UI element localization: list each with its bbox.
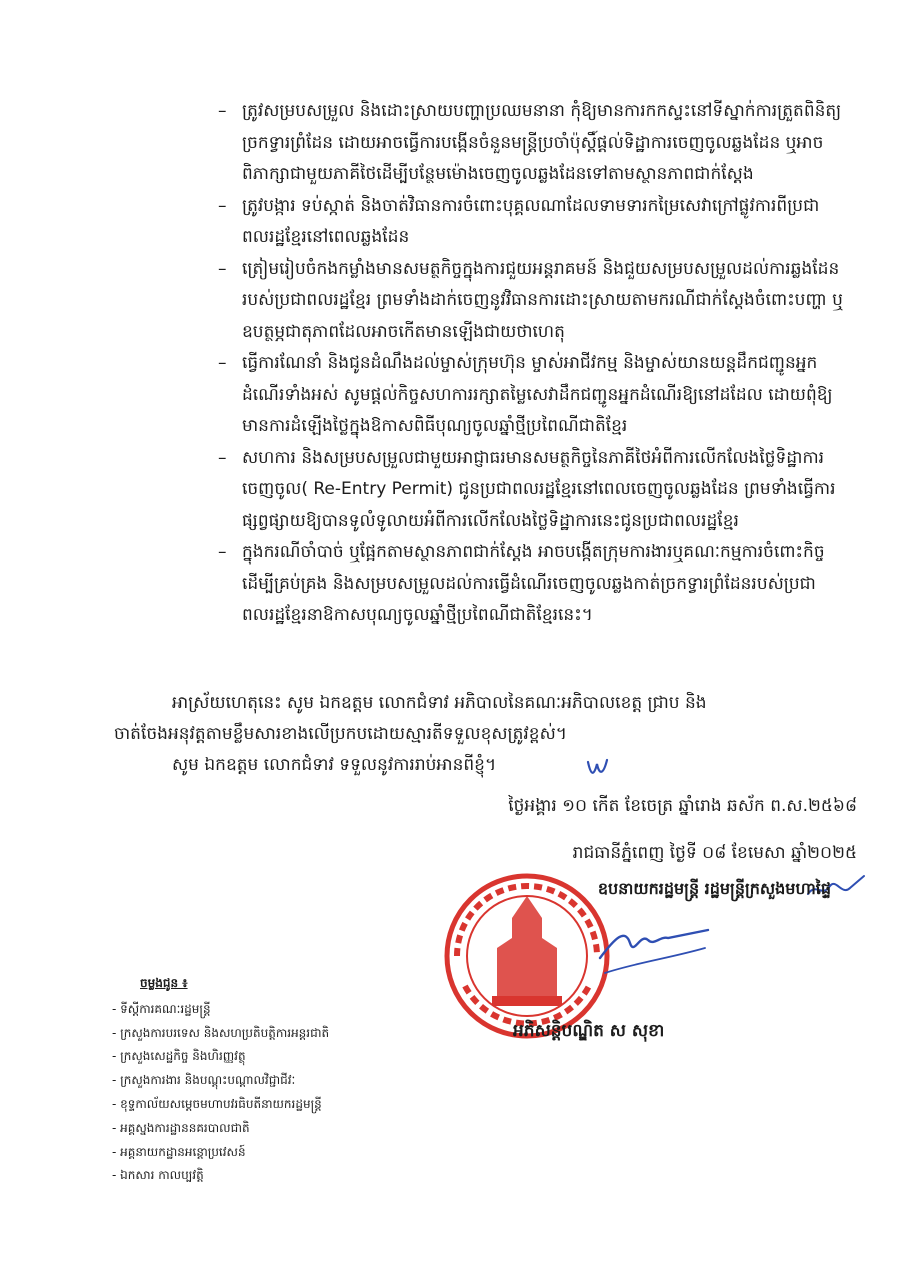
closing-line-1: អាស្រ័យហេតុនេះ សូម ឯកឧត្តម លោកជំទាវ អភិបាលនៃគណៈអភិបាលខេត្ត ជ្រាប និង [172,693,707,713]
cc-item: - ក្រសួងការងារ និងបណ្តុះបណ្តាលវិជ្ជាជីវៈ [112,1073,296,1088]
cc-item: - ក្រសួងការបរទេស និងសហប្រតិបត្តិការអន្តរជាតិ [112,1025,330,1040]
directive-text: សហការ និងសម្របសម្រួលជាមួយអាជ្ញាធរមានសមត្ថកិច្ចនៃភាគីថៃអំពីការលើកលែងថ្លៃទិដ្ឋាការចេញចូល( Re-Entry Permit) ជូនប្រជាពលរដ្ឋខ្មែរនៅពេលចេញចូលឆ្លងដែន ព្រមទាំងធ្វើការផ្សព្វផ្សាយឱ្យបានទូលំទូលាយអំពីការលើកលែងថ្លៃទិដ្ឋាការនេះជូនប្រជាពលរដ្ឋខ្មែរ [242,447,836,531]
bullet-dash: – [218,353,227,373]
signatory-name: អភិសន្តិបណ្ឌិត ស សុខា [513,1021,665,1041]
directive-text: ក្នុងករណីចាំបាច់ ឬផ្អែកតាមស្ថានភាពជាក់ស្តែង អាចបង្កើតក្រុមការងារឬគណៈកម្មការចំពោះកិច្ច ដើម្បីគ្រប់គ្រង និងសម្របសម្រួលដល់ការធ្វើដំណើរចេញចូលឆ្លងកាត់ច្រកទ្វារព្រំដែនរបស់ប្រជាពលរដ្ឋខ្មែរនាឱកាសបុណ្យចូលឆ្នាំថ្មីប្រពៃណីជាតិខ្មែរនេះ។ [242,542,825,625]
closing-paragraph [114,688,862,781]
directive-list [218,96,854,632]
directive-item [218,191,854,254]
bullet-dash: – [218,101,227,121]
cc-list [112,972,329,1188]
directive-text: ត្រូវសម្របសម្រួល និងដោះស្រាយបញ្ហាប្រឈមនានា កុំឱ្យមានការកកស្ទះនៅទីស្នាក់ការត្រួតពិនិត្យច្រកទ្វារព្រំដែន ដោយអាចធ្វើការបង្កើនចំនួនមន្ត្រីប្រចាំប៉ុស្តិ៍ផ្តល់ទិដ្ឋាការចេញចូលឆ្លងដែន ឬអាចពិភាក្សាជាមួយភាគីថៃដើម្បីបន្ថែមម៉ោងចេញចូលឆ្លងដែនទៅតាមស្ថានភាពជាក់ស្តែង [242,101,842,184]
directive-text: ត្រូវបង្ការ ទប់ស្កាត់ និងចាត់វិធានការចំពោះបុគ្គលណាដែលទាមទារកម្រៃសេវាក្រៅផ្លូវការពីប្រជាពលរដ្ឋខ្មែរនៅពេលឆ្លងដែន [242,195,820,247]
cc-item: - ក្រសួងសេដ្ឋកិច្ច និងហិរញ្ញវត្ថុ [112,1049,246,1064]
directive-item [218,348,854,443]
cc-item: - អគ្គស្នងការដ្ឋាននគរបាលជាតិ [112,1120,250,1135]
cc-item: - ឯកសារ កាលប្បវត្តិ [112,1168,204,1183]
directive-item [218,443,854,538]
signatory-title: ឧបនាយករដ្ឋមន្ត្រី រដ្ឋមន្ត្រីក្រសួងមហាផ្ទៃ [597,879,831,898]
initial-mark-icon [585,756,611,782]
closing-line-2: ចាត់ចែងអនុវត្តតាមខ្លឹមសារខាងលើប្រកបដោយស្មារតីទទួលខុសត្រូវខ្ពស់។ [114,724,567,744]
bullet-dash: – [218,195,227,216]
directive-text: ត្រៀមរៀបចំកងកម្លាំងមានសមត្ថកិច្ចក្នុងការជួយអន្តរាគមន៍ និងជួយសម្របសម្រួលដល់ការឆ្លងដែនរបស់ប្រជាពលរដ្ឋខ្មែរ ព្រមទាំងដាក់ចេញនូវវិធានការដោះស្រាយតាមករណីជាក់ស្តែងចំពោះបញ្ហា ឬឧបត្ថម្ភជាតុភាពដែលអាចកើតមានឡើងជាយថាហេតុ [242,258,843,342]
bullet-dash: – [218,447,227,468]
directive-item [218,96,854,191]
cc-item: - ទីស្តីការគណៈរដ្ឋមន្ត្រី [112,1001,211,1016]
cc-item: - ខុទ្ទកាល័យសម្តេចមហាបវរធិបតីនាយករដ្ឋមន្ត្រី [112,1096,322,1111]
directive-text: ធ្វើការណែនាំ និងជូនដំណឹងដល់ម្ចាស់ក្រុមហ៊ុន ម្ចាស់អាជីវកម្ម និងម្ចាស់យានយន្តដឹកជញ្ជូនអ្នកដំណើរទាំងអស់ សូមផ្តល់កិច្ចសហការរក្សាតម្លៃសេវាដឹកជញ្ជូនអ្នកដំណើរឱ្យនៅដដែល ដោយពុំឱ្យមានការដំឡើងថ្លៃក្នុងឱកាសពិធីបុណ្យចូលឆ្នាំថ្មីប្រពៃណីជាតិខ្មែរ [242,353,833,436]
solar-date: រាជធានីភ្នំពេញ ថ្ងៃទី ០៨ ខែមេសា ឆ្នាំ២០២៥ [572,843,857,863]
cc-item: - អគ្គនាយកដ្ឋានអន្តោប្រវេសន៍ [112,1144,246,1159]
directive-item [218,254,854,349]
cc-title: ចម្លងជូន ៖ [140,976,188,990]
lunar-date: ថ្ងៃអង្គារ ១០ កើត ខែចេត្រ ឆ្នាំរោង ឆស័ក ព.ស.២៥៦៨ [508,796,857,816]
directive-item [218,537,854,632]
signature-icon [590,918,710,983]
closing-line-3: សូម ឯកឧត្តម លោកជំទាវ ទទួលនូវការរាប់អានពីខ្ញុំ។ [172,755,497,775]
bullet-dash: – [218,542,227,562]
bullet-dash: – [218,258,227,279]
